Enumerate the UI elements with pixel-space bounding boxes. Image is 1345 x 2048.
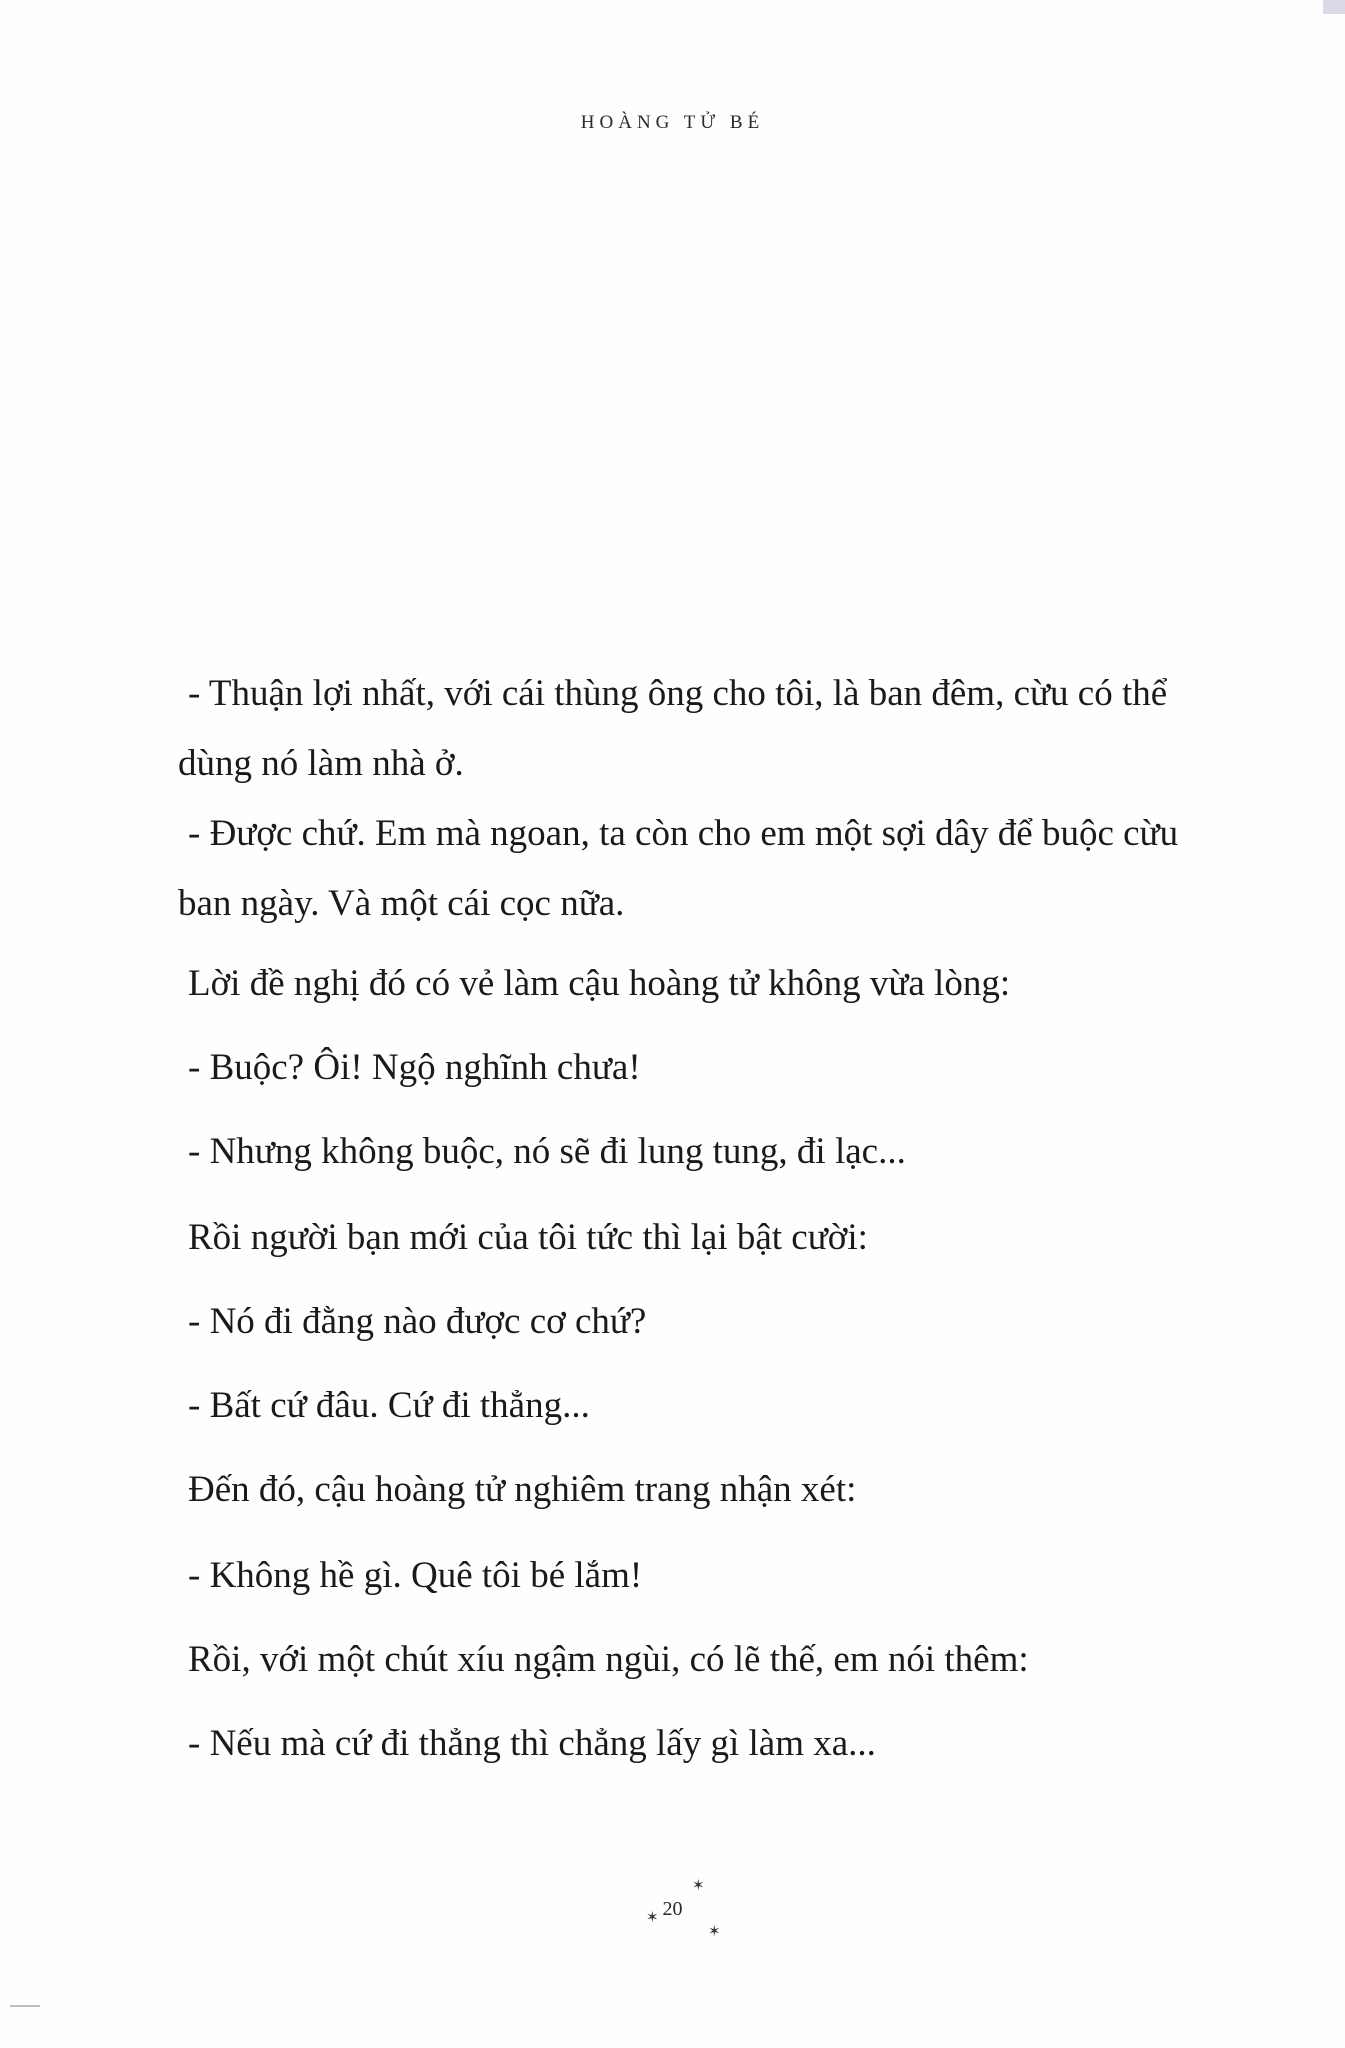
text-line: Rồi, với một chút xíu ngậm ngùi, có lẽ thế, em nói thêm: [188,1639,1029,1680]
star-icon: ✶ [708,1922,721,1940]
text-line: - Thuận lợi nhất, với cái thùng ông cho tôi, là ban đêm, cừu có thể [188,673,1168,714]
text-line: - Được chứ. Em mà ngoan, ta còn cho em một sợi dây để buộc cừu [188,813,1179,854]
star-icon: ✶ [646,1908,659,1926]
scan-edge-mark [1323,0,1345,14]
text-line: dùng nó làm nhà ở. [178,743,464,784]
text-line: Lời đề nghị đó có vẻ làm cậu hoàng tử không vừa lòng: [188,963,1011,1004]
text-line: ban ngày. Và một cái cọc nữa. [178,883,625,924]
text-line: - Bất cứ đâu. Cứ đi thẳng... [188,1385,590,1426]
text-line: - Nó đi đằng nào được cơ chứ? [188,1301,647,1342]
star-icon: ✶ [692,1876,705,1894]
running-header: HOÀNG TỬ BÉ [580,112,765,133]
text-line: - Nhưng không buộc, nó sẽ đi lung tung, đi lạc... [188,1131,906,1172]
text-line: Rồi người bạn mới của tôi tức thì lại bật cười: [188,1217,868,1258]
text-line: - Buộc? Ôi! Ngộ nghĩnh chưa! [188,1047,641,1088]
text-line: - Nếu mà cứ đi thẳng thì chẳng lấy gì làm xa... [188,1723,876,1764]
scan-edge-mark [10,2005,40,2007]
text-line: Đến đó, cậu hoàng tử nghiêm trang nhận xét: [188,1469,857,1510]
page-number: 20 [662,1898,683,1920]
text-line: - Không hề gì. Quê tôi bé lắm! [188,1555,643,1596]
